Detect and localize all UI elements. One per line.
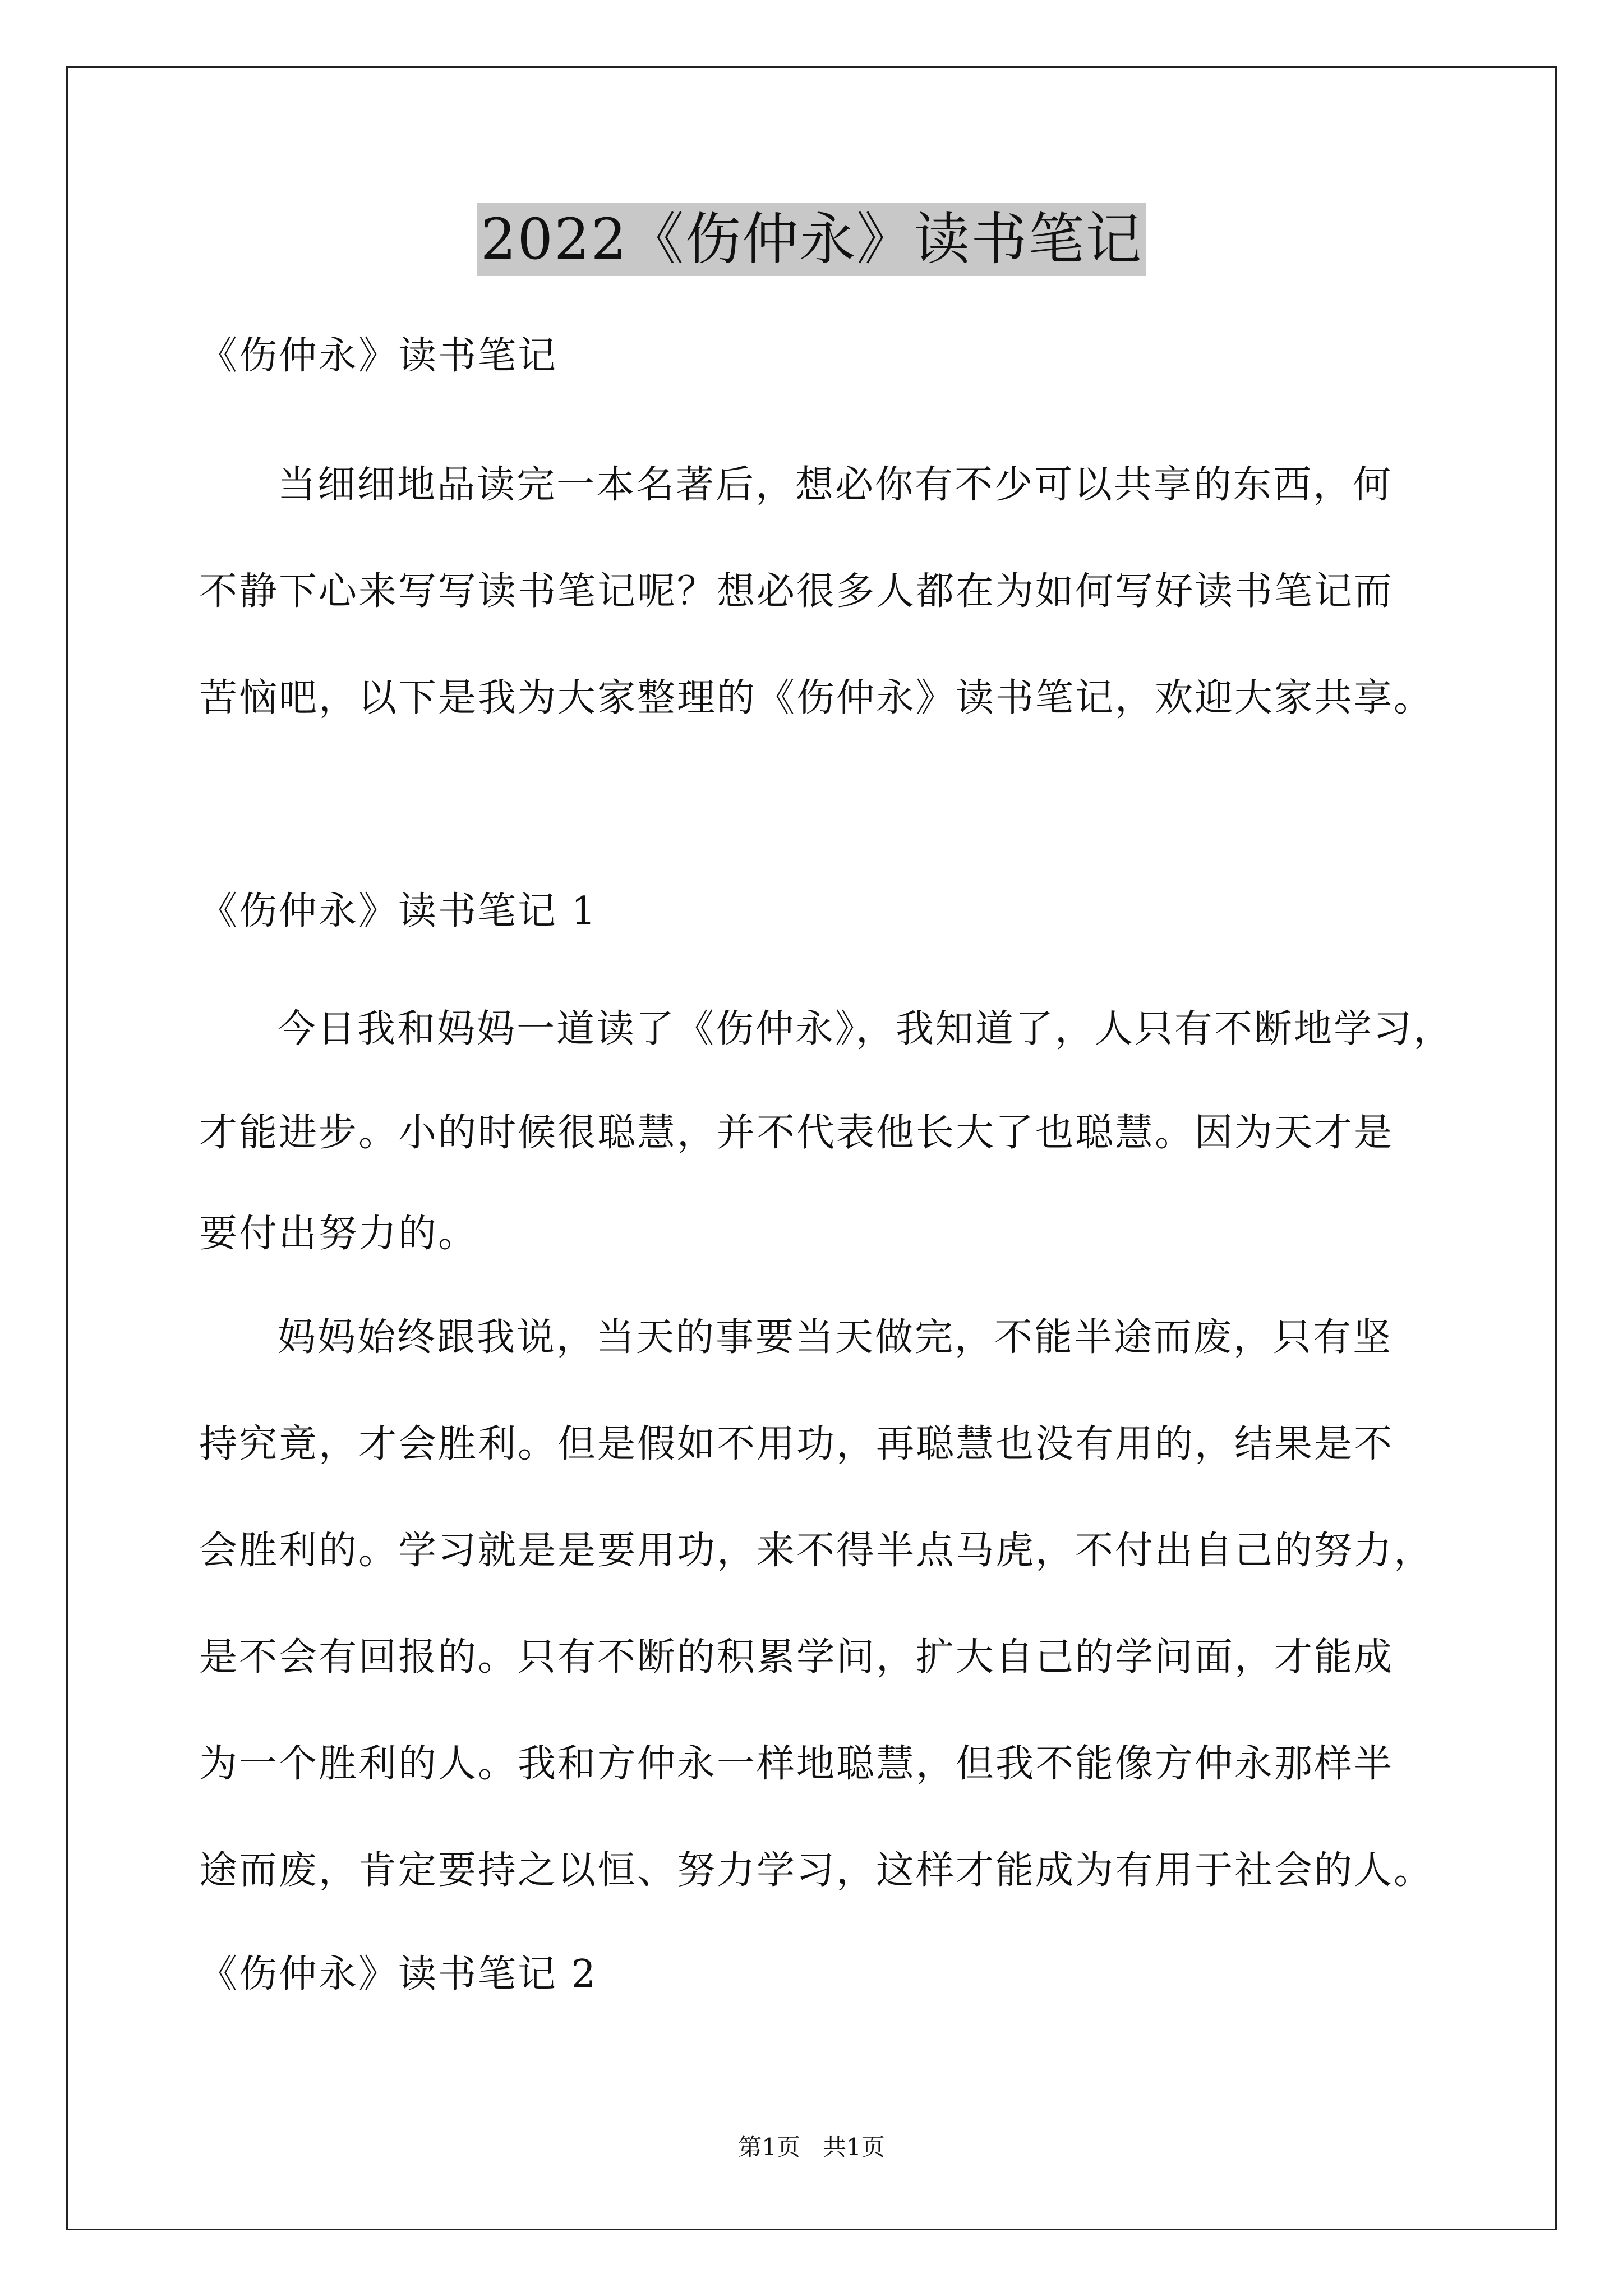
paragraph-line: 持究竟，才会胜利。但是假如不用功，再聪慧也没有用的，结果是不 (199, 1422, 1394, 1466)
paragraph-line: 苦恼吧，以下是我为大家整理的《伤仲永》读书笔记，欢迎大家共享。 (199, 676, 1434, 720)
page-footer: 第1页 共1页 (738, 2133, 885, 2161)
paragraph-line: 才能进步。小的时候很聪慧，并不代表他长大了也聪慧。因为天才是 (199, 1111, 1394, 1155)
section-heading: 《伤仲永》读书笔记 2 (199, 1952, 597, 1996)
paragraph-line: 是不会有回报的。只有不断的积累学问，扩大自己的学问面，才能成 (199, 1635, 1394, 1680)
title-area (0, 203, 1623, 276)
paragraph-line: 妈妈始终跟我说，当天的事要当天做完，不能半途而废，只有坚 (278, 1315, 1393, 1360)
paragraph-line: 当细细地品读完一本名著后，想必你有不少可以共享的东西，何 (278, 463, 1393, 507)
section-heading: 《伤仲永》读书笔记 1 (199, 889, 597, 933)
paragraph-line: 今日我和妈妈一道读了《伤仲永》，我知道了，人只有不断地学习， (278, 1007, 1454, 1051)
paragraph-line: 不静下心来写写读书笔记呢？想必很多人都在为如何写好读书笔记而 (199, 569, 1394, 614)
document-title: 2022《伤仲永》读书笔记 (477, 203, 1146, 276)
paragraph-line: 会胜利的。学习就是是要用功，来不得半点马虎，不付出自己的努力， (199, 1529, 1434, 1573)
paragraph-line: 为一个胜利的人。我和方仲永一样地聪慧，但我不能像方仲永那样半 (199, 1742, 1394, 1786)
paragraph-line: 要付出努力的。 (199, 1212, 478, 1256)
paragraph-line: 途而废，肯定要持之以恒、努力学习，这样才能成为有用于社会的人。 (199, 1848, 1434, 1893)
subtitle: 《伤仲永》读书笔记 (199, 334, 558, 378)
